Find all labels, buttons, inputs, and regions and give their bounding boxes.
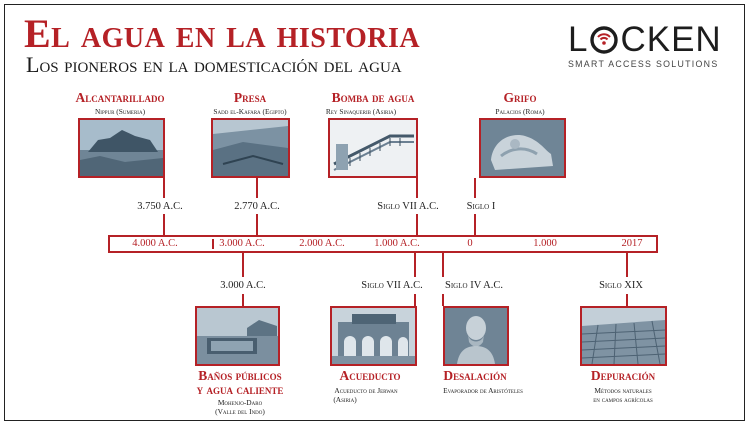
fields-icon (580, 306, 667, 366)
faucet-icon (479, 118, 566, 178)
event-date-alcantarillado: 3.750 A.C. (137, 201, 183, 212)
event-date-bomba: Siglo VII A.C. (377, 201, 439, 212)
event-place-depuracion-1: Métodos naturales (594, 386, 652, 395)
logo-word-post: CKEN (620, 20, 722, 59)
event-date-grifo: Siglo I (466, 201, 496, 212)
timeline-tick: 1.000 A.C. (374, 238, 420, 249)
page-title: El agua en la historia (24, 11, 421, 56)
event-title-acueducto: Acueducto (339, 368, 401, 383)
event-place-bomba: Rey Sinaquerib (Asiria) (325, 107, 397, 116)
event-date-banos: 3.000 A.C. (220, 280, 266, 291)
timeline-tick: 4.000 A.C. (132, 238, 178, 249)
event-place-banos-2: (Valle del Indo) (215, 407, 265, 416)
event-title-banos-1: Baños públicos (198, 368, 282, 383)
event-place-alcantarillado: Nippur (Sumeria) (94, 107, 146, 116)
event-date-desalacion: Siglo IV A.C. (445, 280, 503, 291)
event-title-depuracion: Depuración (590, 368, 656, 383)
event-date-depuracion: Siglo XIX (599, 280, 643, 291)
event-place-grifo: Palacios (Roma) (495, 107, 545, 116)
timeline-tick: 1.000 (533, 238, 557, 249)
event-place-depuracion-2: en campos agrícolas (593, 395, 653, 404)
event-title-presa: Presa (233, 90, 267, 105)
event-date-acueducto: Siglo VII A.C. (361, 280, 423, 291)
event-place-banos-1: Mohenjo-Daro (217, 398, 263, 407)
event-place-acueducto-1: Acueducto de Jerwan (334, 386, 398, 395)
event-place-desalacion: Evaporador de Aristóteles (443, 386, 523, 395)
timeline-tick: 3.000 A.C. (219, 238, 265, 249)
landscape-icon (78, 118, 165, 178)
bust-icon (443, 306, 509, 366)
event-date-presa: 2.770 A.C. (234, 201, 280, 212)
landscape-icon (211, 118, 290, 178)
aqueduct-icon (330, 306, 417, 366)
logo-signal-icon (589, 25, 619, 55)
event-place-presa: Sadd el-Kafara (Egipto) (213, 107, 287, 116)
event-title-desalacion: Desalación (443, 368, 507, 383)
event-title-banos-2: y agua caliente (196, 382, 284, 397)
timeline-tick: 2017 (621, 238, 643, 249)
logo-word-pre: L (568, 20, 589, 59)
event-title-alcantarillado: Alcantarillado (75, 90, 165, 105)
locken-logo (568, 20, 722, 69)
event-title-grifo: Grifo (503, 90, 537, 105)
logo-tagline: SMART ACCESS SOLUTIONS (568, 59, 719, 69)
ruins-icon (195, 306, 280, 366)
event-place-acueducto-2: (Asiria) (333, 395, 357, 404)
page-subtitle: Los pioneros en la domesticación del agua (26, 52, 402, 77)
pump-icon (328, 118, 418, 178)
timeline-tick: 2.000 A.C. (299, 238, 345, 249)
timeline-tick: 0 (467, 238, 473, 249)
event-title-bomba: Bomba de agua (331, 90, 415, 105)
